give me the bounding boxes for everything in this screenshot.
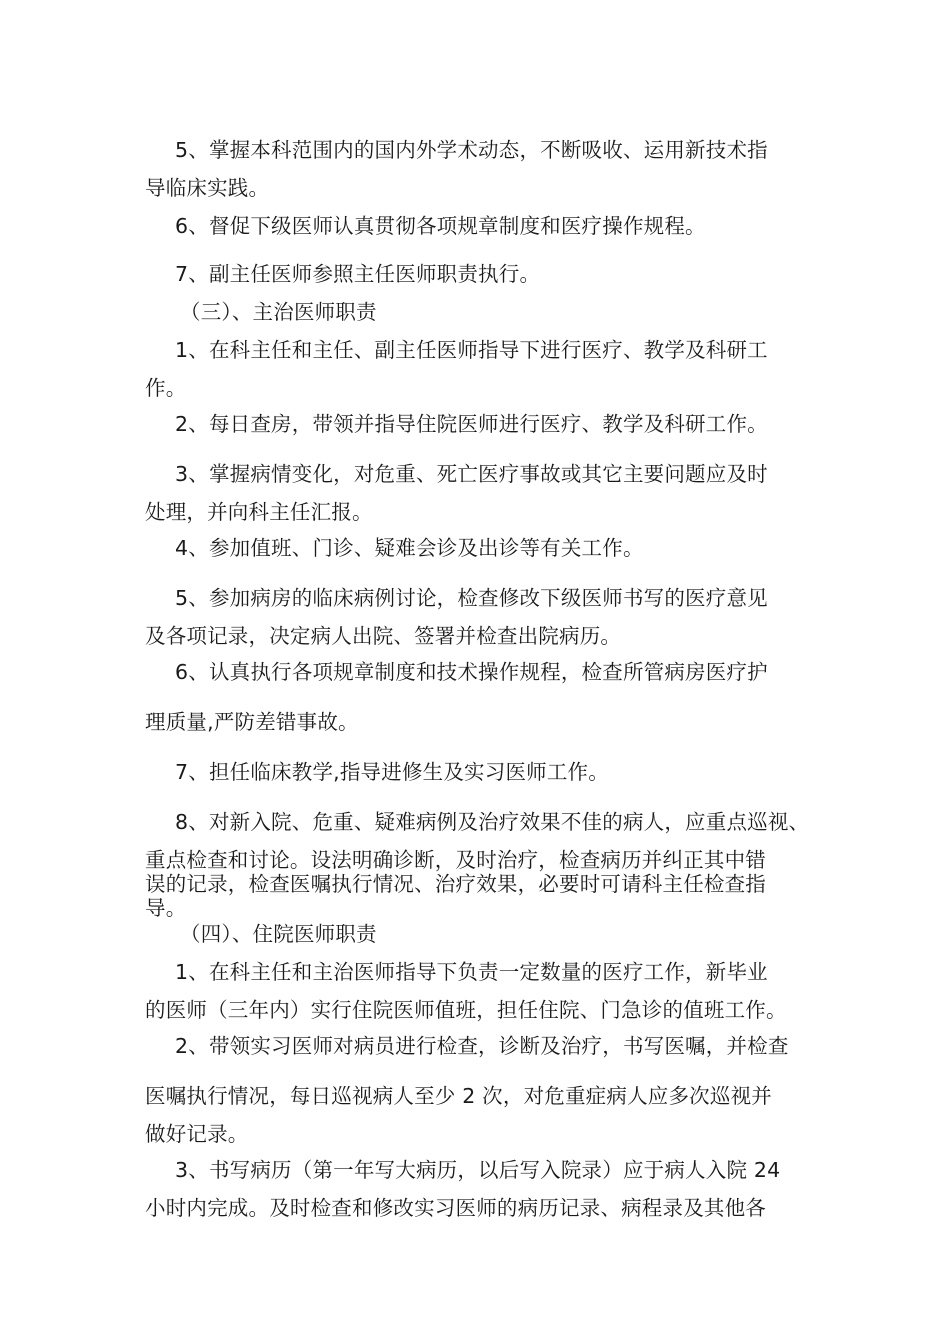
resident-item-1-line-1: 1、在科主任和主治医师指导下负责一定数量的医疗工作，新毕业 [175, 960, 768, 984]
attending-item-5-line-1: 5、参加病房的临床病例讨论，检查修改下级医师书写的医疗意见 [175, 586, 768, 610]
resident-item-2-line-2: 医嘱执行情况，每日巡视病人至少 2 次，对危重症病人应多次巡视并 [145, 1084, 772, 1108]
resident-item-2-line-3: 做好记录。 [145, 1122, 249, 1146]
item-5-line-1: 5、掌握本科范围内的国内外学术动态，不断吸收、运用新技术指 [175, 138, 768, 162]
attending-item-6-line-2: 理质量,严防差错事故。 [145, 710, 359, 734]
item-6: 6、督促下级医师认真贯彻各项规章制度和医疗操作规程。 [175, 214, 706, 238]
attending-item-8-line-3: 误的记录，检查医嘱执行情况、治疗效果，必要时可请科主任检查指 [145, 872, 766, 896]
attending-item-8-line-1: 8、对新入院、危重、疑难病例及治疗效果不佳的病人，应重点巡视、 [175, 810, 810, 834]
item-5-line-2: 导临床实践。 [145, 176, 270, 200]
attending-item-2: 2、每日查房，带领并指导住院医师进行医疗、教学及科研工作。 [175, 412, 768, 436]
section-heading-3: （三）、主治医师职责 [180, 300, 377, 324]
resident-item-1-line-2: 的医师（三年内）实行住院医师值班，担任住院、门急诊的值班工作。 [145, 998, 787, 1022]
attending-item-6-line-1: 6、认真执行各项规章制度和技术操作规程，检查所管病房医疗护 [175, 660, 768, 684]
section-heading-4: （四）、住院医师职责 [180, 922, 377, 946]
attending-item-7: 7、担任临床教学,指导进修生及实习医师工作。 [175, 760, 609, 784]
resident-item-3-line-2: 小时内完成。及时检查和修改实习医师的病历记录、病程录及其他各 [145, 1196, 766, 1220]
attending-item-8-line-2: 重点检查和讨论。设法明确诊断，及时治疗，检查病历并纠正其中错 [145, 848, 766, 872]
item-7: 7、副主任医师参照主任医师职责执行。 [175, 262, 541, 286]
attending-item-1-line-1: 1、在科主任和主任、副主任医师指导下进行医疗、教学及科研工 [175, 338, 768, 362]
resident-item-2-line-1: 2、带领实习医师对病员进行检查，诊断及治疗，书写医嘱，并检查 [175, 1034, 789, 1058]
attending-item-1-line-2: 作。 [145, 376, 187, 400]
attending-item-5-line-2: 及各项记录，决定病人出院、签署并检查出院病历。 [145, 624, 622, 648]
attending-item-3-line-1: 3、掌握病情变化，对危重、死亡医疗事故或其它主要问题应及时 [175, 462, 768, 486]
attending-item-4: 4、参加值班、门诊、疑难会诊及出诊等有关工作。 [175, 536, 644, 560]
resident-item-3-line-1: 3、书写病历（第一年写大病历，以后写入院录）应于病人入院 24 [175, 1158, 781, 1182]
attending-item-8-line-4: 导。 [145, 896, 187, 920]
attending-item-3-line-2: 处理，并向科主任汇报。 [145, 500, 373, 524]
